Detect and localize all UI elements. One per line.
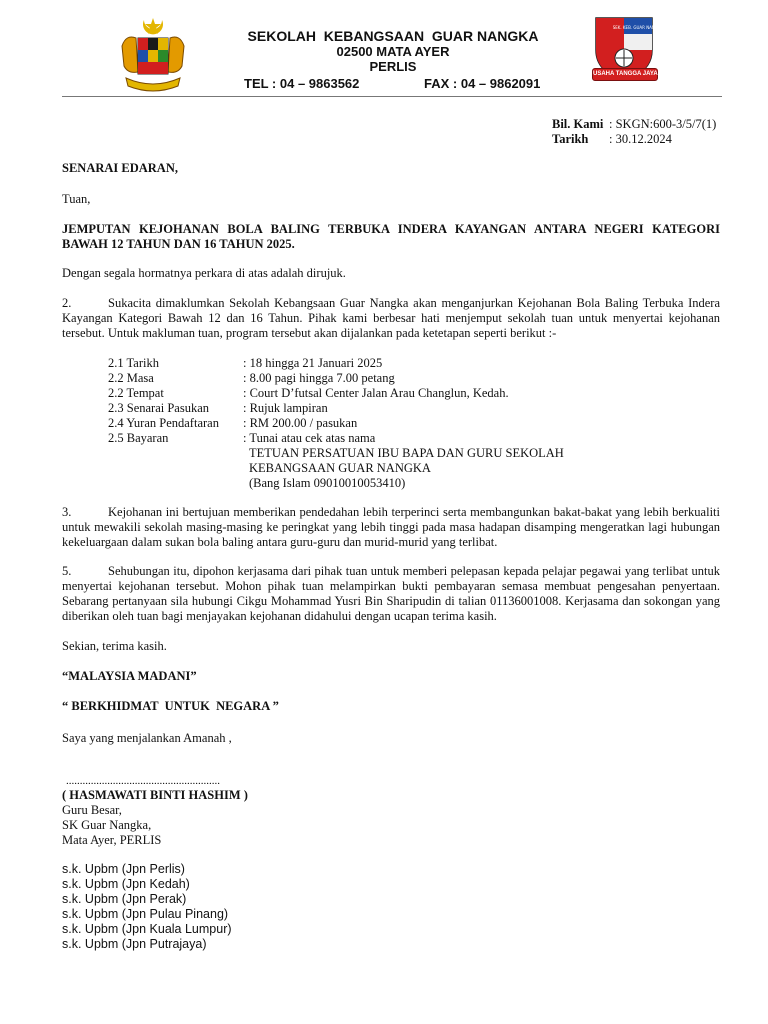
opening-line: Dengan segala hormatnya perkara di atas adalah dirujuk. [62,266,346,280]
reference-bil-label: Bil. Kami [552,117,604,131]
detail-value: : 8.00 pagi hingga 7.00 petang [243,371,395,385]
cc-item: s.k. Upbm (Jpn Putrajaya) [62,937,207,951]
salutation: Tuan, [62,192,91,206]
cc-item: s.k. Upbm (Jpn Pulau Pinang) [62,907,229,921]
school-logo-ribbon [592,68,658,81]
detail-label: 2.3 Senarai Pasukan [108,401,210,415]
coat-of-arms-logo [118,16,188,94]
school-postcode-town: 02500 MATA AYER [336,44,450,59]
reference-date-value: : 30.12.2024 [609,132,672,146]
payee-line-2: KEBANGSAAN GUAR NANGKA [249,461,431,475]
school-state: PERLIS [369,59,417,74]
letterhead-divider [62,96,722,97]
detail-value: : RM 200.00 / pasukan [243,416,358,430]
paragraph-2 [62,296,720,341]
cc-list [62,862,232,952]
cc-item: s.k. Upbm (Jpn Perlis) [62,862,185,876]
reference-date-label: Tarikh [552,132,589,146]
slogan-berkhidmat: “ BERKHIDMAT UNTUK NEGARA ” [62,699,279,713]
school-name: SEKOLAH KEBANGSAAN GUAR NANGKA [247,28,539,44]
detail-value: : Tunai atau cek atas nama [243,431,376,445]
paragraph-5-text: Sehubungan itu, dipohon kerjasama dari pihak tuan untuk memberi pelepasan kepada pelajar pegawai yang terlibat untuk menyertai kejohanan tersebut. Mohon pihak tuan melampirkan bukti pembayaran semasa membuat pengesahan penyertaan. Sebarang pertanyaan sila hubungi Cikgu Mohammad Yusri Bin Sharipudin di talian 01136001008. Kerjasama dan sokongan yang diberikan oleh tuan bagi menjayakan kejohanan didahului dengan ucapan terima kasih. [62,564,720,623]
coat-of-arms-icon [118,16,188,94]
detail-label: 2.2 Tempat [108,386,164,400]
reference-bil-value: : SKGN:600-3/5/7(1) [609,117,717,131]
signatory-location: Mata Ayer, PERLIS [62,833,162,847]
detail-label: 2.1 Tarikh [108,356,159,370]
school-crest-caption: SEK. KEB. GUAR NANGKA [612,25,664,30]
paragraph-2-number: 2. [62,296,72,310]
paragraph-5 [62,564,720,624]
cc-item: s.k. Upbm (Jpn Kedah) [62,877,190,891]
detail-row [108,416,668,431]
fax-number: FAX : 04 – 9862091 [424,76,541,91]
detail-label: 2.4 Yuran Pendaftaran [108,416,219,430]
paragraph-3-text: Kejohanan ini bertujuan memberikan pendedahan lebih terperinci serta membangunkan bakat-bakat yang lebih berkualiti untuk mewakili sekolah masing-masing ke peringkat yang lebih tinggi pada masa hadapan disamping mengeratkan lagi hubungan kekeluargaan dalam sukan bola baling antara guru-guru dan murid-murid yang terlibat. [62,505,720,549]
paragraph-2-text: Sukacita dimaklumkan Sekolah Kebangsaan Guar Nangka akan menganjurkan Kejohanan Bola Baling Terbuka Indera Kayangan Kategori Bawah 12 dan 16 Tahun. Pihak kami berbesar hati menjemput sekolah tuan untuk menyertai kejohanan tersebut. Untuk makluman tuan, program tersebut akan dijalankan pada ketetapan seperti berikut :- [62,296,720,340]
details-list [108,356,668,491]
detail-value: : 18 hingga 21 Januari 2025 [243,356,383,370]
cc-item: s.k. Upbm (Jpn Perak) [62,892,187,906]
detail-row [108,371,668,386]
signature-line: ........................................................ [66,775,220,787]
closing-line: Sekian, terima kasih. [62,639,167,653]
amanah-line: Saya yang menjalankan Amanah , [62,731,232,745]
paragraph-3-number: 3. [62,505,72,519]
paragraph-3 [62,505,720,550]
recipient-heading: SENARAI EDARAN, [62,161,178,175]
detail-label: 2.5 Bayaran [108,431,169,445]
signatory-title: Guru Besar, [62,803,122,817]
detail-row [108,431,668,446]
letter-subject: JEMPUTAN KEJOHANAN BOLA BALING TERBUKA INDERA KAYANGAN ANTARA NEGERI KATEGORI BAWAH 12 TAHUN DAN 16 TAHUN 2025. [62,222,720,251]
detail-value: : Rujuk lampiran [243,401,328,415]
payee-bank-account: (Bang Islam 09010010053410) [249,476,406,490]
school-motto: USAHA TANGGA JAYA [593,71,658,77]
payee-line-1: TETUAN PERSATUAN IBU BAPA DAN GURU SEKOLAH [249,446,564,460]
detail-row [108,356,668,371]
cc-item: s.k. Upbm (Jpn Kuala Lumpur) [62,922,232,936]
slogan-malaysia-madani: “MALAYSIA MADANI” [62,669,197,683]
signatory-name: ( HASMAWATI BINTI HASHIM ) [62,788,248,802]
detail-row [108,386,668,401]
detail-row [108,401,668,416]
telephone-number: TEL : 04 – 9863562 [244,76,360,91]
signatory-school: SK Guar Nangka, [62,818,152,832]
payee-block [108,446,668,491]
paragraph-5-number: 5. [62,564,72,578]
detail-label: 2.2 Masa [108,371,154,385]
detail-value: : Court D’futsal Center Jalan Arau Changlun, Kedah. [243,386,509,400]
